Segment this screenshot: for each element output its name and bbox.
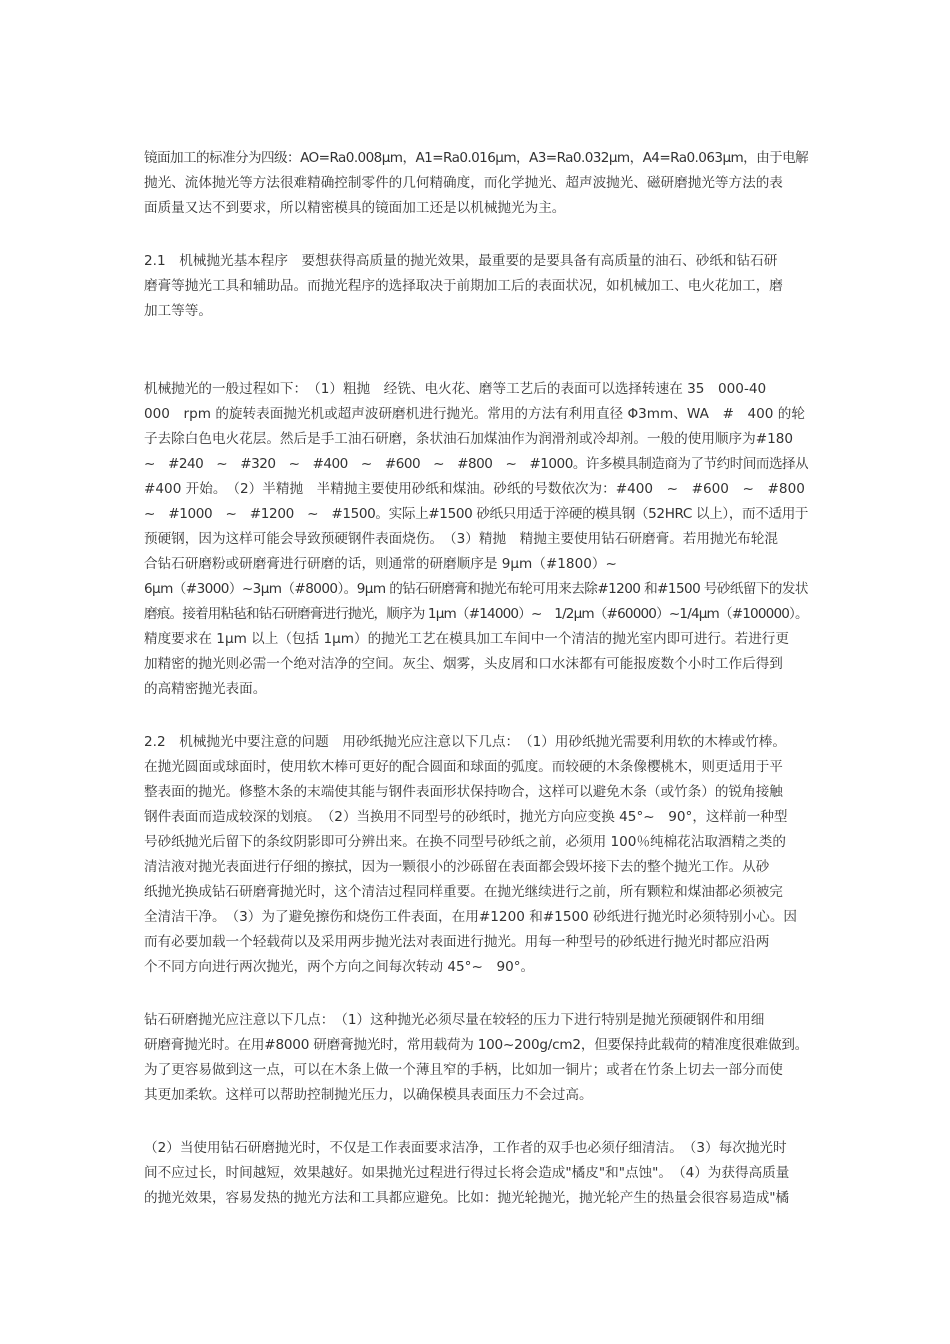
text-line: 2.1 机械抛光基本程序 要想获得高质量的抛光效果，最重要的是要具备有高质量的油石、砂纸和钻石研	[144, 253, 778, 269]
text-line: ~ #240 ~ #320 ~ #400 ~ #600 ~ #800 ~ #1000。许多模具制造商为了节约时间而选择从	[144, 456, 808, 472]
text-line: 抛光、流体抛光等方法很难精确控制零件的几何精确度，而化学抛光、超声波抛光、磁研磨抛光等方法的表	[144, 175, 783, 191]
text-line: 的抛光效果，容易发热的抛光方法和工具都应避免。比如：抛光轮抛光，抛光轮产生的热量会很容易造成"橘	[144, 1190, 790, 1206]
paragraph-gap	[144, 1108, 808, 1136]
text-line: 在抛光圆面或球面时，使用软木棒可更好的配合圆面和球面的弧度。而较硬的木条像樱桃木，则更适用于平	[144, 759, 783, 775]
text-line: 的高精密抛光表面。	[144, 681, 267, 697]
text-line: 间不应过长，时间越短，效果越好。如果抛光过程进行得过长将会造成"橘皮"和"点蚀"。 （4）为获得高质量	[144, 1165, 790, 1181]
text-line: 清洁液对抛光表面进行仔细的擦拭，因为一颗很小的沙砾留在表面都会毁坏接下去的整个抛光工作。从砂	[144, 859, 770, 875]
text-line: 磨膏等抛光工具和辅助品。而抛光程序的选择取决于前期加工后的表面状况，如机械加工、电火花加工，磨	[144, 278, 783, 294]
text-line: 镜面加工的标准分为四级：AO=Ra0.008μm，A1=Ra0.016μm，A3=Ra0.032μm，A4=Ra0.063μm，由于电解	[144, 150, 808, 166]
text-line: 预硬钢，因为这样可能会导致预硬钢件表面烧伤。 （3）精抛 精抛主要使用钻石研磨膏。若用抛光布轮混	[144, 531, 778, 547]
text-line: 磨痕。接着用粘毡和钻石研磨膏进行抛光，顺序为 1μm（#14000）~ 1/2μm（#60000）~1/4μm（#100000）。	[144, 606, 808, 622]
text-line: 全清洁干净。 （3）为了避免擦伤和烧伤工件表面，在用#1200 和#1500 砂纸进行抛光时必须特别小心。因	[144, 909, 798, 925]
text-line: 6μm（#3000）~3μm（#8000）。9μm 的钻石研磨膏和抛光布轮可用来去除#1200 和#1500 号砂纸留下的发状	[144, 581, 808, 597]
text-line: 研磨膏抛光时。在用#8000 研磨膏抛光时，常用载荷为 100~200g/cm2，但要保持此载荷的精准度很难做到。	[144, 1037, 808, 1053]
paragraph-gap	[144, 702, 808, 730]
text-line: （2）当使用钻石研磨抛光时，不仅是工作表面要求洁净，工作者的双手也必须仔细清洁。 （3）每次抛光时	[144, 1140, 787, 1156]
text-line: 纸抛光换成钻石研磨膏抛光时，这个清洁过程同样重要。在抛光继续进行之前，所有颗粒和煤油都必须被完	[144, 884, 783, 900]
text-line: 而有必要加载一个轻载荷以及采用两步抛光法对表面进行抛光。用每一种型号的砂纸进行抛光时都应沿两	[144, 934, 770, 950]
paragraph-gap	[144, 980, 808, 1008]
text-line: 整表面的抛光。修整木条的末端使其能与钢件表面形状保持吻合，这样可以避免木条（或竹条）的锐角接触	[144, 784, 783, 800]
text-line: 子去除白色电火花层。然后是手工油石研磨，条状油石加煤油作为润滑剂或冷却剂。一般的使用顺序为#180	[144, 431, 794, 447]
text-line: 精度要求在 1μm 以上（包括 1μm）的抛光工艺在模具加工车间中一个清洁的抛光室内即可进行。若进行更	[144, 631, 789, 647]
text-line: 加精密的抛光则必需一个绝对洁净的空间。灰尘、烟雾，头皮屑和口水沫都有可能报废数个小时工作后得到	[144, 656, 783, 672]
paragraph-diamond-notes	[144, 1136, 808, 1211]
paragraph-section-2-1	[144, 249, 808, 324]
paragraph-gap	[144, 324, 808, 377]
text-line: 个不同方向进行两次抛光，两个方向之间每次转动 45°~ 90°。	[144, 959, 535, 975]
text-line: ~ #1000 ~ #1200 ~ #1500。实际上#1500 砂纸只用适于淬硬的模具钢（52HRC 以上），而不适用于	[144, 506, 808, 522]
text-line: 2.2 机械抛光中要注意的问题 用砂纸抛光应注意以下几点： （1）用砂纸抛光需要利用软的木棒或竹棒。	[144, 734, 786, 750]
document-body	[144, 146, 808, 1211]
paragraph-general-process	[144, 377, 808, 702]
paragraph-section-2-2	[144, 730, 808, 980]
text-line: 为了更容易做到这一点，可以在木条上做一个薄且窄的手柄，比如加一铜片；或者在竹条上切去一部分而使	[144, 1062, 783, 1078]
text-line: 号砂纸抛光后留下的条纹阴影即可分辨出来。在换不同型号砂纸之前，必须用 100％纯棉花沾取酒精之类的	[144, 834, 786, 850]
paragraph-gap	[144, 221, 808, 249]
text-line: #400 开始。 （2）半精抛 半精抛主要使用砂纸和煤油。砂纸的号数依次为：#400 ~ #600 ~ #800	[144, 481, 805, 497]
paragraph-mirror-standard	[144, 146, 808, 221]
text-line: 钻石研磨抛光应注意以下几点： （1）这种抛光必须尽量在较轻的压力下进行特别是抛光预硬钢件和用细	[144, 1012, 765, 1028]
text-line: 面质量又达不到要求，所以精密模具的镜面加工还是以机械抛光为主。	[144, 200, 566, 216]
text-line: 机械抛光的一般过程如下： （1）粗抛 经铣、电火花、磨等工艺后的表面可以选择转速在 35 000-40	[144, 381, 767, 397]
text-line: 加工等等。	[144, 303, 212, 319]
text-line: 其更加柔软。这样可以帮助控制抛光压力，以确保模具表面压力不会过高。	[144, 1087, 593, 1103]
text-line: 合钻石研磨粉或研磨膏进行研磨的话，则通常的研磨顺序是 9μm（#1800）~	[144, 556, 617, 572]
paragraph-diamond-polishing	[144, 1008, 808, 1108]
text-line: 000 rpm 的旋转表面抛光机或超声波研磨机进行抛光。常用的方法有利用直径 Φ3mm、WA # 400 的轮	[144, 406, 805, 422]
text-line: 钢件表面而造成较深的划痕。 （2）当换用不同型号的砂纸时，抛光方向应变换 45°~ 90°，这样前一种型	[144, 809, 788, 825]
